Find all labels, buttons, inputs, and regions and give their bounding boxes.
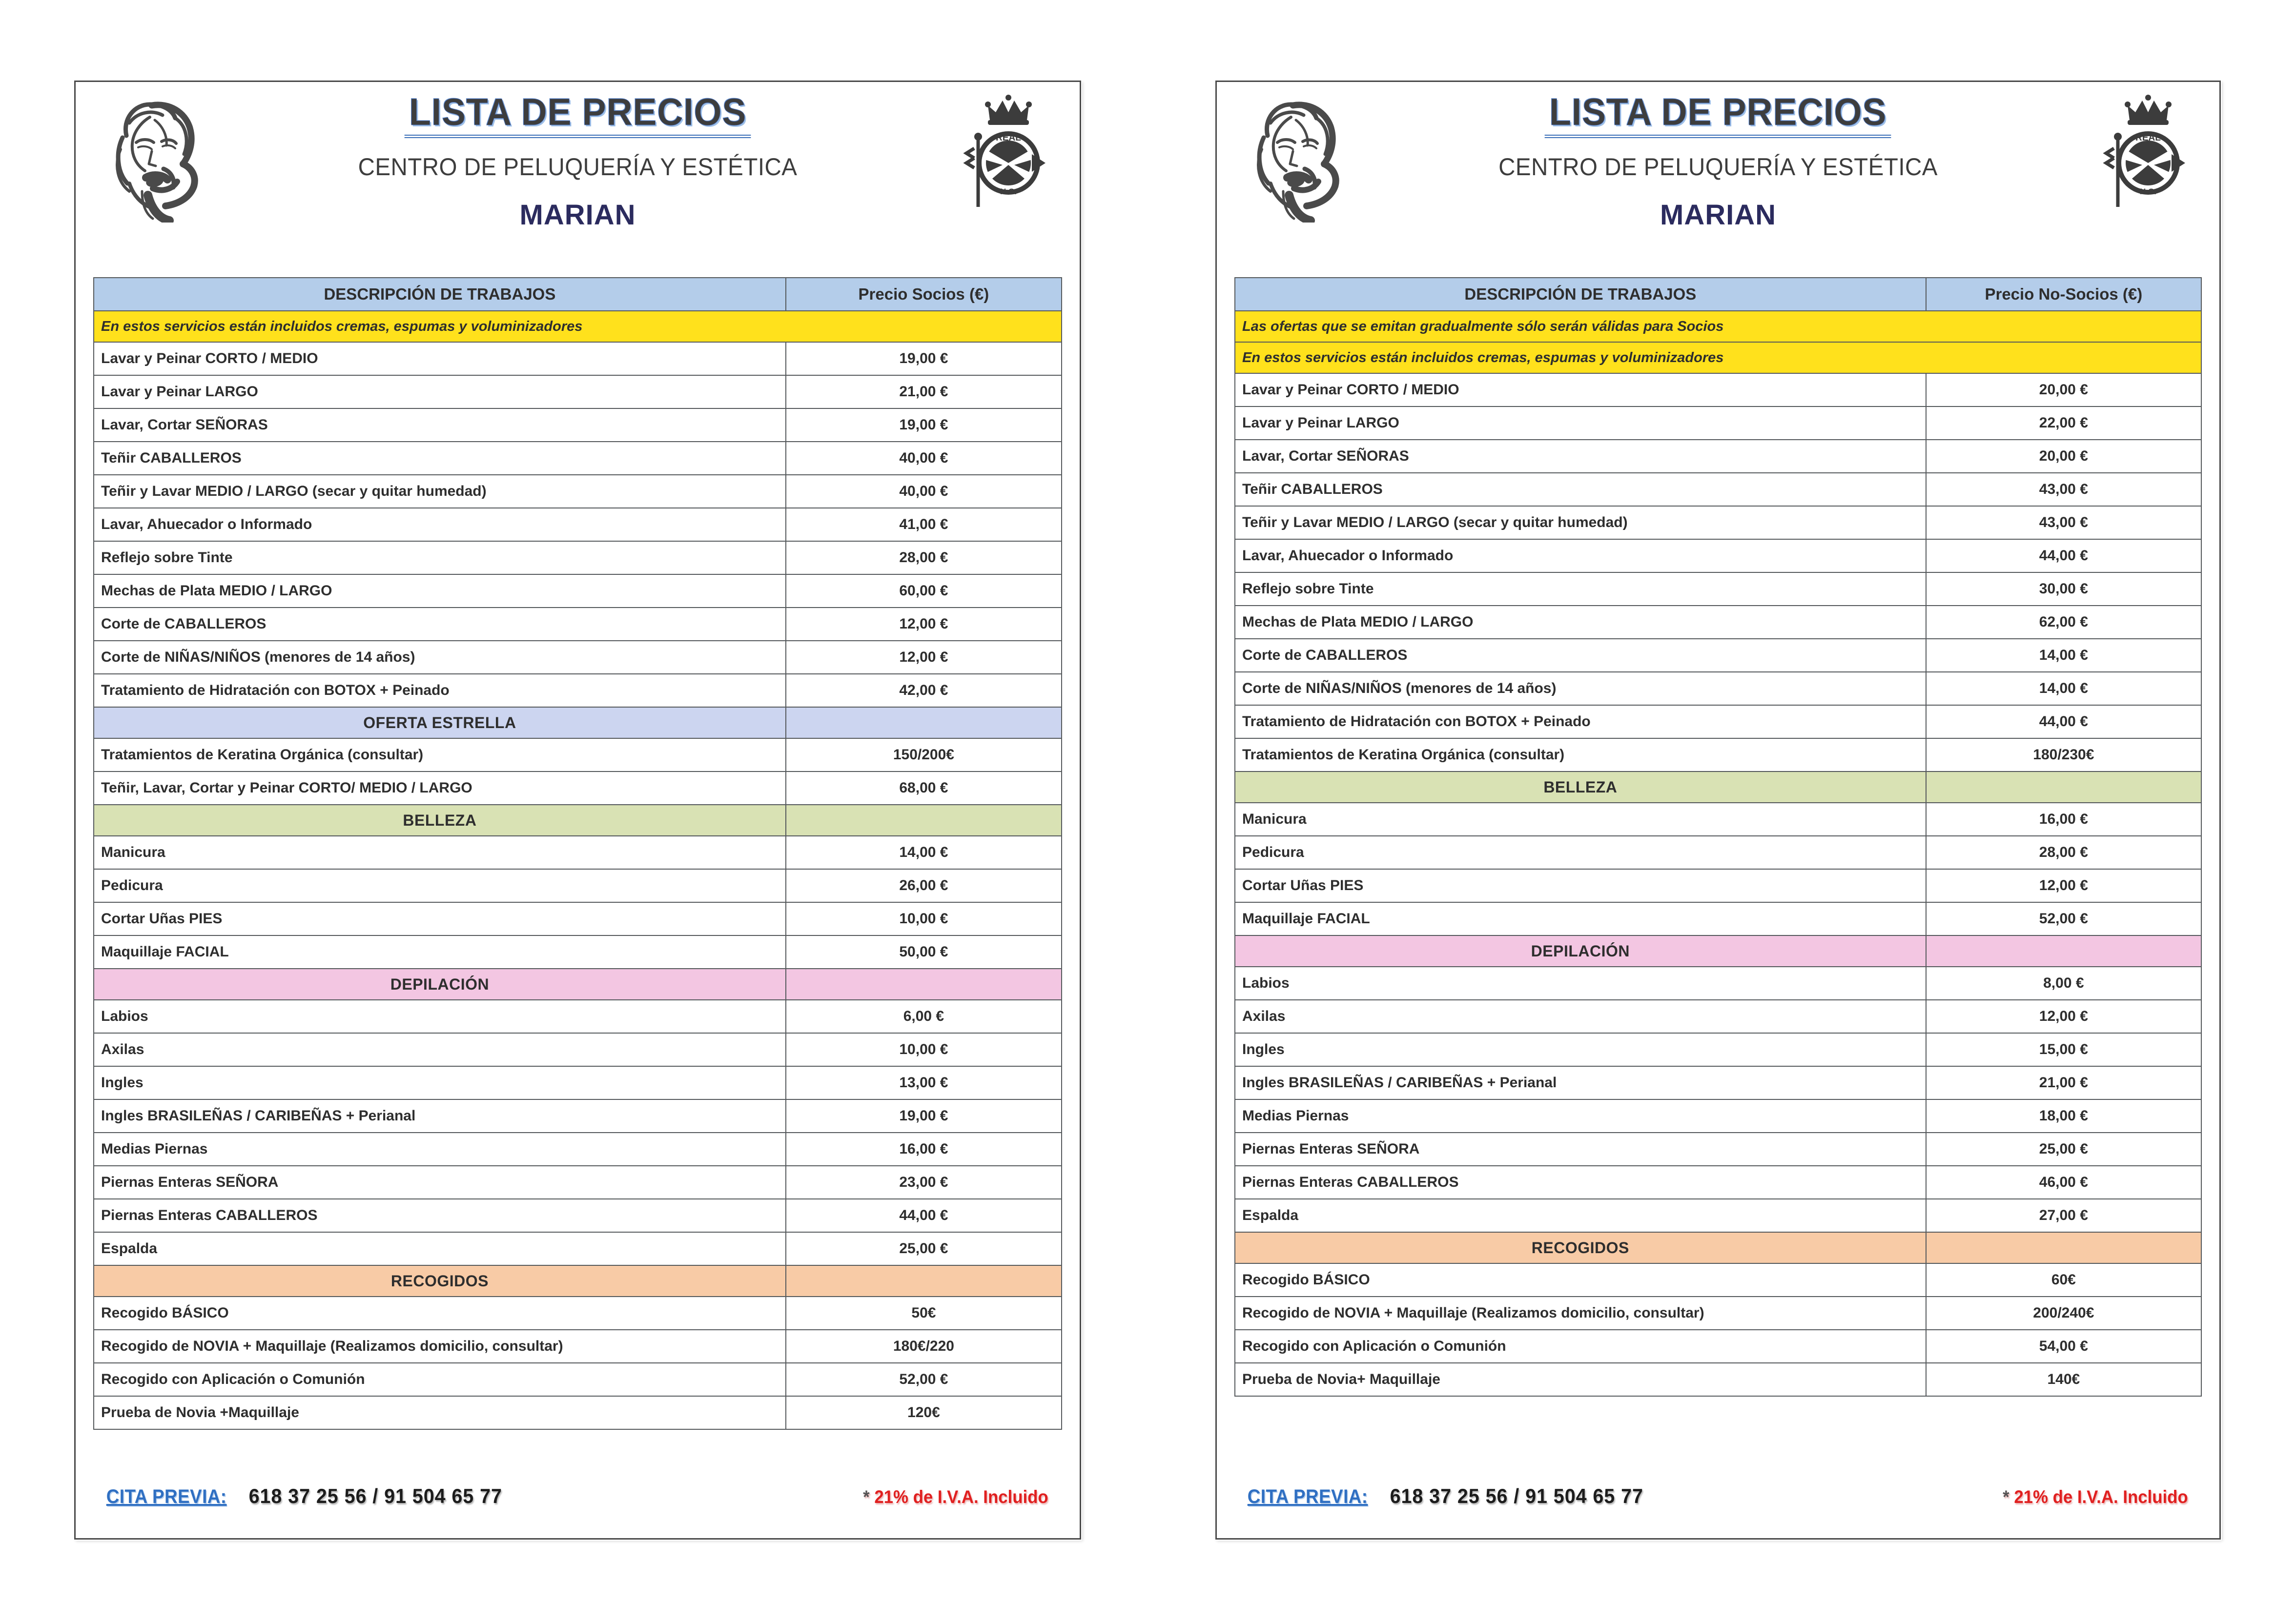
sheet-title-block <box>93 90 1062 231</box>
table-row <box>94 375 1062 408</box>
price-rows-socios <box>94 311 1062 1429</box>
service-price: 150/200€ <box>786 738 1062 771</box>
iva-note <box>2003 1487 2188 1507</box>
table-row <box>94 608 1062 641</box>
service-description: Corte de CABALLEROS <box>94 608 786 641</box>
table-row <box>1235 869 2201 902</box>
table-row <box>94 641 1062 674</box>
service-description: Prueba de Novia +Maquillaje <box>94 1396 786 1429</box>
table-note-row <box>1235 342 2201 373</box>
service-price: 6,00 € <box>786 1000 1062 1033</box>
service-price: 16,00 € <box>786 1133 1062 1166</box>
column-header-description: DESCRIPCIÓN DE TRABAJOS <box>94 278 786 311</box>
section-label: DEPILACIÓN <box>1235 935 1926 967</box>
service-price: 44,00 € <box>1926 539 2201 572</box>
service-description: Recogido de NOVIA + Maquillaje (Realizamos domicilio, consultar) <box>1235 1297 1926 1330</box>
table-section-header <box>94 1265 1062 1297</box>
table-row <box>94 1396 1062 1429</box>
table-row <box>94 1099 1062 1133</box>
service-description: Recogido BÁSICO <box>94 1297 786 1330</box>
service-price: 120€ <box>786 1396 1062 1429</box>
service-price: 50,00 € <box>786 935 1062 969</box>
service-price: 12,00 € <box>1926 1000 2201 1033</box>
service-description: Recogido con Aplicación o Comunión <box>1235 1330 1926 1363</box>
service-description: Manicura <box>1235 803 1926 836</box>
service-description: Mechas de Plata MEDIO / LARGO <box>1235 606 1926 639</box>
service-price: 43,00 € <box>1926 473 2201 506</box>
table-row <box>1235 1066 2201 1099</box>
service-description: Corte de NIÑAS/NIÑOS (menores de 14 años) <box>1235 672 1926 705</box>
section-spacer <box>1926 771 2201 803</box>
table-row <box>1235 1099 2201 1133</box>
price-table-no-socios <box>1234 277 2202 1397</box>
service-description: Piernas Enteras SEÑORA <box>1235 1133 1926 1166</box>
table-row <box>94 738 1062 771</box>
table-row <box>94 674 1062 707</box>
service-description: Pedicura <box>94 869 786 902</box>
service-description: Axilas <box>94 1033 786 1066</box>
svg-text:REAL: REAL <box>2135 133 2161 143</box>
service-description: Reflejo sobre Tinte <box>94 541 786 574</box>
service-description: Mechas de Plata MEDIO / LARGO <box>94 574 786 608</box>
svg-text:N.C.: N.C. <box>2140 187 2156 196</box>
service-price: 42,00 € <box>786 674 1062 707</box>
service-price: 180/230€ <box>1926 738 2201 771</box>
service-price: 12,00 € <box>786 608 1062 641</box>
table-row <box>1235 473 2201 506</box>
service-price: 26,00 € <box>786 869 1062 902</box>
iva-note-text: 21% de I.V.A. Incluido <box>874 1487 1048 1507</box>
service-description: Axilas <box>1235 1000 1926 1033</box>
service-price: 14,00 € <box>786 836 1062 869</box>
service-price: 60,00 € <box>786 574 1062 608</box>
column-header-description: DESCRIPCIÓN DE TRABAJOS <box>1235 278 1926 311</box>
table-note-text: En estos servicios están incluidos cremas, espumas y voluminizadores <box>94 311 1062 342</box>
brand-name: MARIAN <box>519 199 636 231</box>
service-description: Ingles <box>1235 1033 1926 1066</box>
page-subtitle: CENTRO DE PELUQUERÍA Y ESTÉTICA <box>1498 153 1938 181</box>
table-row <box>1235 967 2201 1000</box>
table-row <box>94 836 1062 869</box>
brand-name: MARIAN <box>1660 199 1776 231</box>
service-description: Espalda <box>94 1232 786 1265</box>
table-row <box>1235 1199 2201 1232</box>
table-row <box>1235 705 2201 738</box>
table-row <box>1235 803 2201 836</box>
section-spacer <box>1926 1232 2201 1263</box>
service-description: Teñir, Lavar, Cortar y Peinar CORTO/ MEDIO / LARGO <box>94 771 786 805</box>
service-price: 19,00 € <box>786 1099 1062 1133</box>
service-description: Tratamientos de Keratina Orgánica (consultar) <box>1235 738 1926 771</box>
table-row <box>94 442 1062 475</box>
table-row <box>1235 1263 2201 1297</box>
service-price: 44,00 € <box>1926 705 2201 738</box>
service-description: Cortar Uñas PIES <box>1235 869 1926 902</box>
service-description: Ingles BRASILEÑAS / CARIBEÑAS + Perianal <box>1235 1066 1926 1099</box>
service-price: 46,00 € <box>1926 1166 2201 1199</box>
service-price: 16,00 € <box>1926 803 2201 836</box>
service-price: 10,00 € <box>786 1033 1062 1066</box>
service-price: 40,00 € <box>786 442 1062 475</box>
table-section-header <box>1235 935 2201 967</box>
page-subtitle: CENTRO DE PELUQUERÍA Y ESTÉTICA <box>358 153 798 181</box>
service-description: Tratamiento de Hidratación con BOTOX + Peinado <box>1235 705 1926 738</box>
table-note-row <box>1235 311 2201 342</box>
service-description: Recogido con Aplicación o Comunión <box>94 1363 786 1396</box>
service-price: 30,00 € <box>1926 572 2201 606</box>
service-price: 25,00 € <box>1926 1133 2201 1166</box>
service-price: 68,00 € <box>786 771 1062 805</box>
service-price: 18,00 € <box>1926 1099 2201 1133</box>
service-description: Teñir CABALLEROS <box>1235 473 1926 506</box>
table-row <box>1235 440 2201 473</box>
table-header-row <box>94 278 1062 311</box>
table-section-header <box>1235 771 2201 803</box>
service-price: 52,00 € <box>1926 902 2201 935</box>
service-description: Corte de CABALLEROS <box>1235 639 1926 672</box>
sheet-header-no-socios <box>1234 82 2202 277</box>
service-description: Ingles <box>94 1066 786 1099</box>
service-description: Labios <box>94 1000 786 1033</box>
price-sheet-no-socios <box>1215 81 2221 1540</box>
service-price: 12,00 € <box>786 641 1062 674</box>
service-description: Espalda <box>1235 1199 1926 1232</box>
service-description: Piernas Enteras SEÑORA <box>94 1166 786 1199</box>
service-price: 14,00 € <box>1926 639 2201 672</box>
table-row <box>1235 406 2201 440</box>
section-spacer <box>786 805 1062 836</box>
service-description: Maquillaje FACIAL <box>1235 902 1926 935</box>
table-row <box>94 1330 1062 1363</box>
service-description: Manicura <box>94 836 786 869</box>
service-price: 41,00 € <box>786 508 1062 541</box>
service-price: 23,00 € <box>786 1166 1062 1199</box>
service-price: 19,00 € <box>786 342 1062 375</box>
table-row <box>94 541 1062 574</box>
table-note-text: En estos servicios están incluidos cremas, espumas y voluminizadores <box>1235 342 2201 373</box>
table-row <box>1235 1166 2201 1199</box>
service-description: Lavar y Peinar CORTO / MEDIO <box>1235 373 1926 406</box>
service-price: 140€ <box>1926 1363 2201 1396</box>
section-label: DEPILACIÓN <box>94 969 786 1000</box>
sheet-footer-no-socios <box>1217 1484 2219 1508</box>
service-price: 12,00 € <box>1926 869 2201 902</box>
column-header-price: Precio No-Socios (€) <box>1926 278 2201 311</box>
service-description: Tratamientos de Keratina Orgánica (consultar) <box>94 738 786 771</box>
price-rows-no-socios <box>1235 311 2201 1396</box>
table-row <box>94 508 1062 541</box>
table-row <box>94 1000 1062 1033</box>
iva-note <box>863 1487 1048 1507</box>
service-price: 13,00 € <box>786 1066 1062 1099</box>
table-row <box>94 935 1062 969</box>
service-price: 25,00 € <box>786 1232 1062 1265</box>
section-label: BELLEZA <box>94 805 786 836</box>
table-row <box>1235 1000 2201 1033</box>
service-description: Corte de NIÑAS/NIÑOS (menores de 14 años) <box>94 641 786 674</box>
service-description: Lavar, Ahuecador o Informado <box>94 508 786 541</box>
cita-previa-label: CITA PREVIA: <box>106 1486 227 1507</box>
service-description: Teñir CABALLEROS <box>94 442 786 475</box>
svg-text:REAL: REAL <box>996 133 1021 143</box>
service-description: Tratamiento de Hidratación con BOTOX + Peinado <box>94 674 786 707</box>
service-description: Lavar, Cortar SEÑORAS <box>1235 440 1926 473</box>
table-row <box>1235 672 2201 705</box>
column-header-price: Precio Socios (€) <box>786 278 1062 311</box>
table-row <box>94 1199 1062 1232</box>
service-price: 20,00 € <box>1926 373 2201 406</box>
service-price: 19,00 € <box>786 408 1062 442</box>
table-row <box>94 1033 1062 1066</box>
table-row <box>1235 1330 2201 1363</box>
real-canoe-nc-crest-icon <box>2099 91 2197 213</box>
table-row <box>1235 373 2201 406</box>
real-canoe-nc-crest-icon <box>960 91 1057 213</box>
service-description: Reflejo sobre Tinte <box>1235 572 1926 606</box>
page-title: LISTA DE PRECIOS <box>1545 93 1891 138</box>
table-row <box>94 1066 1062 1099</box>
service-description: Medias Piernas <box>94 1133 786 1166</box>
table-section-header <box>94 969 1062 1000</box>
table-note-row <box>94 311 1062 342</box>
table-row <box>1235 1297 2201 1330</box>
table-row <box>1235 1033 2201 1066</box>
section-label: RECOGIDOS <box>1235 1232 1926 1263</box>
service-price: 62,00 € <box>1926 606 2201 639</box>
section-spacer <box>1926 935 2201 967</box>
service-price: 28,00 € <box>786 541 1062 574</box>
table-row <box>94 342 1062 375</box>
iva-note-text: 21% de I.V.A. Incluido <box>2014 1487 2188 1507</box>
section-spacer <box>786 707 1062 738</box>
asterisk-icon: * <box>863 1487 870 1507</box>
service-price: 52,00 € <box>786 1363 1062 1396</box>
section-spacer <box>786 1265 1062 1297</box>
service-price: 10,00 € <box>786 902 1062 935</box>
service-price: 40,00 € <box>786 475 1062 508</box>
service-price: 180€/220 <box>786 1330 1062 1363</box>
table-note-text: Las ofertas que se emitan gradualmente sólo serán válidas para Socios <box>1235 311 2201 342</box>
service-price: 50€ <box>786 1297 1062 1330</box>
service-description: Maquillaje FACIAL <box>94 935 786 969</box>
service-description: Teñir y Lavar MEDIO / LARGO (secar y quitar humedad) <box>94 475 786 508</box>
table-row <box>1235 738 2201 771</box>
service-description: Piernas Enteras CABALLEROS <box>1235 1166 1926 1199</box>
price-table-socios <box>93 277 1062 1430</box>
table-row <box>94 475 1062 508</box>
sheet-title-block <box>1234 90 2202 231</box>
service-description: Labios <box>1235 967 1926 1000</box>
service-description: Recogido BÁSICO <box>1235 1263 1926 1297</box>
service-description: Lavar y Peinar LARGO <box>1235 406 1926 440</box>
table-row <box>1235 606 2201 639</box>
table-section-header <box>94 805 1062 836</box>
service-description: Ingles BRASILEÑAS / CARIBEÑAS + Perianal <box>94 1099 786 1133</box>
section-label: RECOGIDOS <box>94 1265 786 1297</box>
service-price: 8,00 € <box>1926 967 2201 1000</box>
cita-previa-label: CITA PREVIA: <box>1247 1486 1368 1507</box>
service-description: Lavar, Cortar SEÑORAS <box>94 408 786 442</box>
service-price: 15,00 € <box>1926 1033 2201 1066</box>
phone-numbers: 618 37 25 56 / 91 504 65 77 <box>248 1484 503 1507</box>
service-price: 28,00 € <box>1926 836 2201 869</box>
service-price: 60€ <box>1926 1263 2201 1297</box>
service-description: Lavar, Ahuecador o Informado <box>1235 539 1926 572</box>
svg-text:N.C.: N.C. <box>1000 187 1017 196</box>
section-label: OFERTA ESTRELLA <box>94 707 786 738</box>
section-spacer <box>786 969 1062 1000</box>
table-section-header <box>1235 1232 2201 1263</box>
page-title: LISTA DE PRECIOS <box>404 93 751 138</box>
service-description: Lavar y Peinar CORTO / MEDIO <box>94 342 786 375</box>
service-price: 20,00 € <box>1926 440 2201 473</box>
service-price: 14,00 € <box>1926 672 2201 705</box>
table-row <box>94 869 1062 902</box>
table-row <box>94 1232 1062 1265</box>
service-price: 21,00 € <box>1926 1066 2201 1099</box>
table-row <box>1235 572 2201 606</box>
service-price: 43,00 € <box>1926 506 2201 539</box>
table-row <box>1235 539 2201 572</box>
table-row <box>94 1363 1062 1396</box>
table-row <box>94 1297 1062 1330</box>
section-label: BELLEZA <box>1235 771 1926 803</box>
service-price: 21,00 € <box>786 375 1062 408</box>
table-section-header <box>94 707 1062 738</box>
table-row <box>94 574 1062 608</box>
service-price: 54,00 € <box>1926 1330 2201 1363</box>
service-description: Lavar y Peinar LARGO <box>94 375 786 408</box>
table-row <box>1235 506 2201 539</box>
service-description: Recogido de NOVIA + Maquillaje (Realizamos domicilio, consultar) <box>94 1330 786 1363</box>
service-price: 22,00 € <box>1926 406 2201 440</box>
service-description: Pedicura <box>1235 836 1926 869</box>
table-header-row <box>1235 278 2201 311</box>
table-row <box>94 1166 1062 1199</box>
table-row <box>94 771 1062 805</box>
phone-numbers: 618 37 25 56 / 91 504 65 77 <box>1390 1484 1644 1507</box>
table-row <box>94 408 1062 442</box>
table-row <box>94 902 1062 935</box>
service-description: Cortar Uñas PIES <box>94 902 786 935</box>
table-row <box>1235 639 2201 672</box>
service-description: Piernas Enteras CABALLEROS <box>94 1199 786 1232</box>
table-row <box>94 1133 1062 1166</box>
table-row <box>1235 902 2201 935</box>
service-description: Teñir y Lavar MEDIO / LARGO (secar y quitar humedad) <box>1235 506 1926 539</box>
service-price: 27,00 € <box>1926 1199 2201 1232</box>
service-description: Prueba de Novia+ Maquillaje <box>1235 1363 1926 1396</box>
service-price: 200/240€ <box>1926 1297 2201 1330</box>
table-row <box>1235 1133 2201 1166</box>
asterisk-icon: * <box>2003 1487 2009 1507</box>
table-row <box>1235 1363 2201 1396</box>
sheet-footer-socios <box>76 1484 1080 1508</box>
service-description: Medias Piernas <box>1235 1099 1926 1133</box>
sheet-header-socios <box>93 82 1062 277</box>
table-row <box>1235 836 2201 869</box>
service-price: 44,00 € <box>786 1199 1062 1232</box>
price-sheet-socios <box>74 81 1081 1540</box>
